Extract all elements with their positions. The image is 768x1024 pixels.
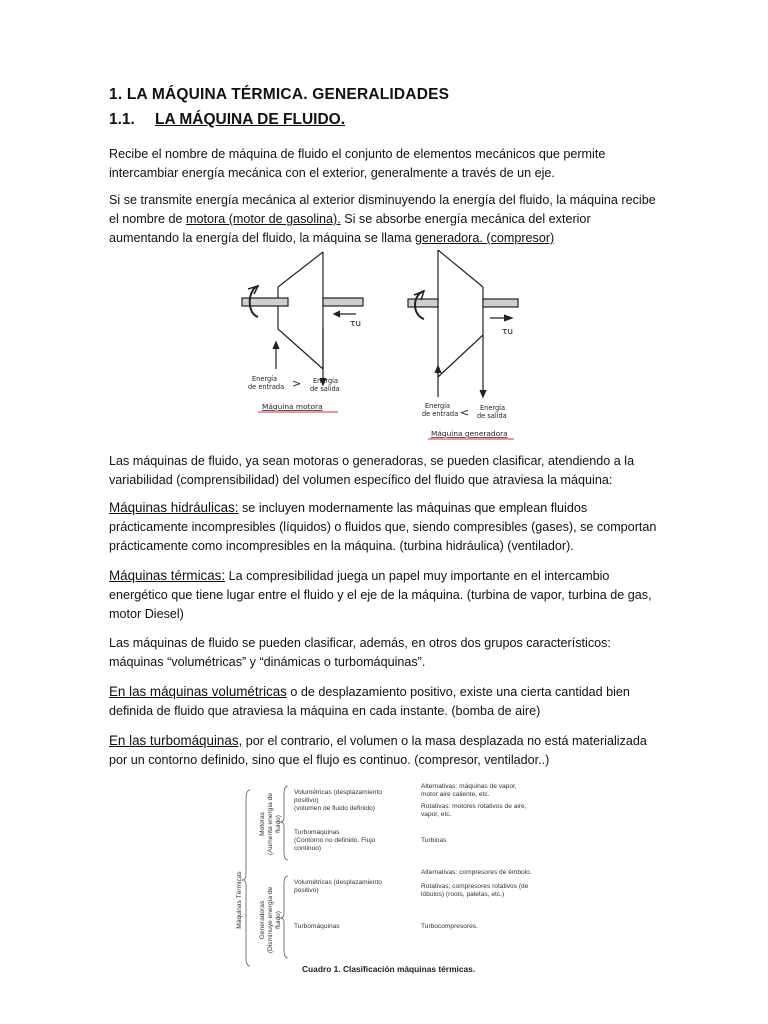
generadoras-vol-1: Volumétricas (desplazamiento: [294, 879, 382, 886]
generadora-in-1: Energía: [425, 402, 451, 410]
generadora-torque-label: τu: [502, 327, 514, 337]
motoras-vol-ex-3: Rotativas: motores rotativos de aire,: [421, 803, 527, 810]
motoras-turbo-3: continuo): [294, 845, 322, 852]
paragraph-classification: Las máquinas de fluido, ya sean motoras o generadoras, se pueden clasificar, atendiendo a la variabilidad (comprensibilidad) del volumen específico del fluido que atraviesa la máquina:: [109, 454, 635, 487]
paragraph-turbomaquinas: [109, 731, 657, 770]
p2-text-a: Si se transmite energía mecánica al exterior disminuyendo la energía del fluido, la máquina recibe el nombre de: [109, 193, 656, 226]
motoras-vol-ex-1: Alternativas: máquinas de vapor,: [421, 783, 517, 790]
motora-torque-label: τu: [350, 319, 362, 329]
paragraph-volumetricas: [109, 682, 657, 721]
p2-motora-term: motora (motor de gasolina).: [186, 212, 341, 226]
subsection-title: LA MÁQUINA DE FLUIDO.: [155, 111, 346, 128]
motora-out-1: Energía: [313, 377, 339, 385]
machine-diagram: [228, 247, 528, 443]
generadoras-turbo: Turbomáquinas: [294, 923, 340, 930]
generadora-out-2: de salida: [477, 412, 507, 420]
paragraph-grupos: Las máquinas de fluido se pueden clasificar, además, en otros dos grupos característicos: máquinas “volumétricas” y “dinámicas o turbomáquinas”.: [109, 636, 611, 669]
motoras-turbo-ex: Turbinas: [421, 837, 447, 844]
motoras-vol-1: Volumétricas (desplazamiento: [294, 789, 382, 796]
subsection-number: 1.1.: [109, 111, 135, 128]
generadoras-label-1: Generadoras: [259, 900, 266, 940]
table-root-label: Máquinas Térmicas: [236, 871, 243, 929]
turbomaquinas-text: por el contrario, el volumen o la masa desplazada no está materializada por un contorno definido, sino que el flujo es continuo. (compresor, ventilador..): [109, 734, 647, 767]
motora-compare: >: [292, 377, 302, 390]
classification-table: [228, 780, 568, 980]
motoras-vol-ex-4: vapor, etc.: [421, 811, 452, 818]
motoras-turbo-2: (Contorno no definido. Flujo: [294, 837, 376, 844]
volumetricas-lead: En las máquinas volumétricas: [109, 684, 287, 699]
motora-in-1: Energía: [252, 375, 278, 383]
generadoras-vol-ex-3: lóbulos) (roots, paletas, etc.): [421, 891, 505, 898]
generadora-out-1: Energía: [480, 404, 506, 412]
motora-in-2: de entrada: [248, 383, 285, 391]
document-page: [109, 86, 657, 256]
table-caption: Cuadro 1. Clasificación máquinas térmicas.: [302, 964, 476, 974]
generadoras-vol-2: positivo): [294, 887, 319, 894]
termicas-lead: Máquinas térmicas:: [109, 568, 226, 583]
section-heading: 1. LA MÁQUINA TÉRMICA. GENERALIDADES: [109, 86, 450, 103]
classification-text: [109, 452, 657, 778]
paragraph-hidraulicas: [109, 498, 657, 556]
subsection-heading: [109, 111, 657, 129]
generadora-in-2: de entrada: [422, 410, 459, 418]
table-root-brace: [242, 790, 250, 966]
hidraulicas-text: se incluyen modernamente las máquinas que emplean fluidos prácticamente incompresibles (líquidos) o fluidos que, siendo compresibles (gases), se comportan prácticamente como incompresibles en la máquina. (turbina hidráulica) (ventilador).: [109, 501, 657, 553]
generadoras-vol-ex-2: Rotativas: compresores rotativos (de: [421, 883, 529, 890]
hidraulicas-lead: Máquinas hidráulicas:: [109, 500, 239, 515]
motoras-vol-ex-2: motor aire caliente, etc.: [421, 791, 490, 798]
paragraph-definition: Recibe el nombre de máquina de fluido el conjunto de elementos mecánicos que permite intercambiar energía mecánica con el exterior, generalmente a través de un eje.: [109, 147, 606, 180]
machine-diagram-figure: [228, 247, 528, 443]
motoras-turbo-1: Turbomáquinas: [294, 829, 340, 836]
generadora-diagram: [408, 250, 518, 397]
motoras-vol-3: (volumen de fluido definido): [294, 805, 376, 812]
motoras-label-3: fluido): [275, 815, 282, 833]
generadoras-turbo-ex: Turbocompresores.: [421, 923, 478, 930]
turbomaquinas-lead: En las turbomáquinas,: [109, 733, 243, 748]
generadoras-label-2: (Disminuye energía de: [267, 886, 274, 954]
termicas-text: La compresibilidad juega un papel muy importante en el intercambio energético que tiene lugar entre el fluido y el eje de la máquina. (turbina de vapor, turbina de gas, motor Diesel): [109, 569, 652, 621]
motoras-label-1: Motoras: [259, 812, 266, 836]
motoras-vol-2: positivo): [294, 797, 319, 804]
paragraph-termicas: [109, 566, 657, 624]
paragraph-motora-generadora: [109, 191, 657, 248]
motora-out-2: de salida: [310, 385, 340, 393]
p2-generadora-term: generadora. (compresor): [414, 231, 555, 245]
generadoras-label-3: fluido): [275, 911, 282, 929]
motoras-label-2: (Aumenta energía de: [267, 793, 274, 855]
p2-text-c: Si se absorbe energía mecánica del exterior aumentando la energía del fluido, la máquina se llama: [109, 212, 591, 245]
generadora-compare: <: [460, 406, 470, 419]
generadora-caption: Máquina generadora: [431, 429, 508, 438]
motora-diagram: [242, 252, 363, 385]
motora-caption: Máquina motora: [262, 402, 323, 411]
classification-table-figure: [228, 780, 568, 980]
volumetricas-text: o de desplazamiento positivo, existe una cierta cantidad bien definida de fluido que atraviesa la máquina en cada instante. (bomba de aire): [109, 685, 630, 718]
generadoras-vol-ex-1: Alternativas: compresores de émbolo.: [421, 869, 532, 876]
